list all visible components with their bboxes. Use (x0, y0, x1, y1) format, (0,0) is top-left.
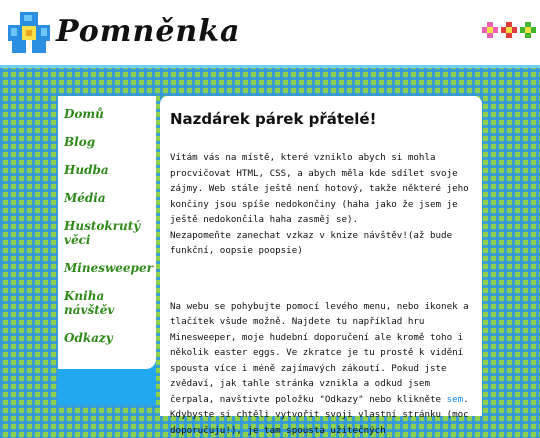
guestbook-note: Nezapomeňte zanechat vzkaz v knize návštěv!(až bude funkční, oopsie poopsie) (170, 228, 472, 259)
decorative-flowers (482, 22, 536, 38)
sidebar-item-kniha-navstev[interactable]: Kniha návštěv (64, 289, 152, 317)
sidebar-item-hustokruty-veci[interactable]: Hustokrutý věci (64, 219, 152, 247)
forget-me-not-flower-icon[interactable] (6, 10, 52, 56)
red-flower-icon (501, 22, 517, 38)
sidebar-item-media[interactable]: Média (64, 191, 152, 205)
site-title: Pomněnka (56, 14, 240, 49)
page-title: Nazdárek párek přátelé! (170, 110, 472, 128)
sidebar-item-blog[interactable]: Blog (64, 135, 152, 149)
green-flower-icon (520, 22, 536, 38)
navigation-text: Na webu se pohybujte pomocí levého menu, nebo ikonek a tlačítek všude možně. Najdete tu například hru Minesweeper, moje hudební doporučení ale kromě toho i několik easter eggs. Ve zkratce je tu prostě k vidění spousta více i méně zajímavých zákoutí. Pokud jste zvědaví, jak tahle stránka vznikla a odkud jsem čerpala, navštivte položku "Odkazy" nebo klikněte (170, 301, 469, 405)
pink-flower-icon (482, 22, 498, 38)
navigation-text-end: . Kdybyste si chtěli vytvořit svoji vlastní stránku (moc doporučuju!), je tam spousta užitečných (170, 394, 469, 436)
site-header (0, 0, 540, 68)
intro-paragraph: Vítám vás na místě, které vzniklo abych si mohla procvičovat HTML, CSS, a abych měla kde sdílet svoje zájmy. Web stále ještě není hotový, takže některé jeho končiny jsou spíše nedokončiny (haha jako že jsem je ještě nedokončila haha zasměj se). (170, 150, 472, 228)
here-link[interactable]: sem (447, 394, 464, 405)
sidebar-item-minesweeper[interactable]: Minesweeper (64, 261, 152, 275)
main-content (160, 96, 482, 416)
sidebar-item-domu[interactable]: Domů (64, 107, 152, 121)
sidebar-item-hudba[interactable]: Hudba (64, 163, 152, 177)
sidebar (58, 96, 156, 405)
navigation-paragraph (170, 299, 472, 438)
sidebar-nav (58, 96, 156, 369)
spacer (170, 259, 472, 299)
sidebar-item-odkazy[interactable]: Odkazy (64, 331, 152, 345)
